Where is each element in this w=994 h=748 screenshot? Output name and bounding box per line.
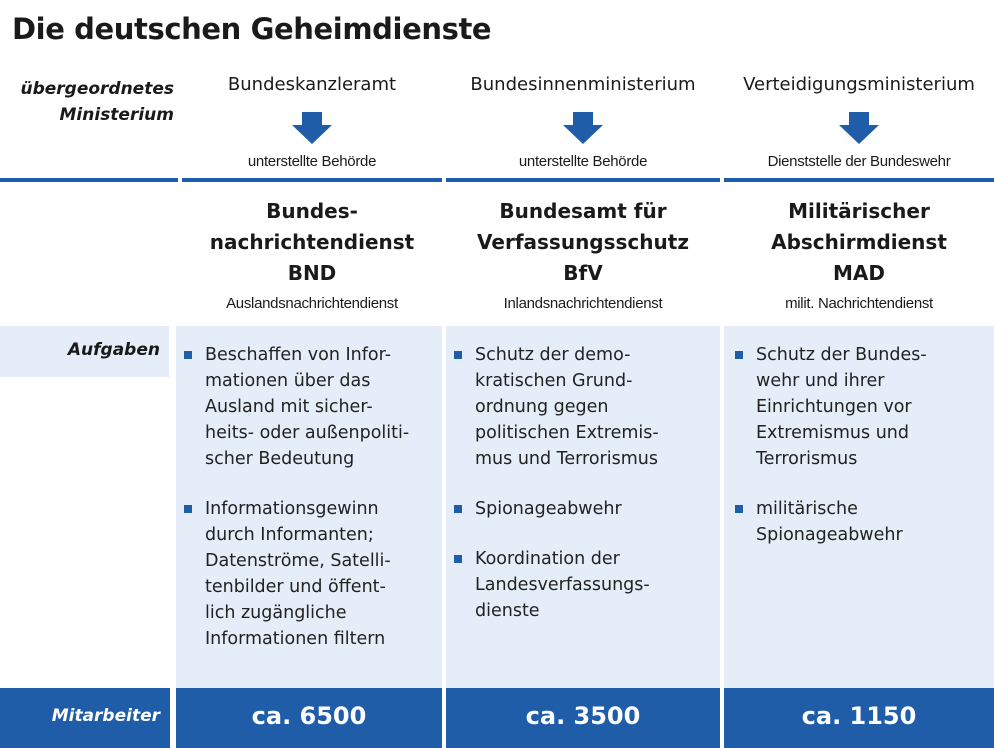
arrow-down-icon xyxy=(292,112,332,144)
bullet-square-icon xyxy=(454,505,462,513)
divider xyxy=(724,178,994,182)
ministry-verteidigungsministerium: Verteidigungsministerium xyxy=(743,74,975,95)
task-item xyxy=(733,496,991,548)
agency-type: Auslandsnachrichtendienst xyxy=(226,295,398,312)
task-text: Koordination der Landesverfassungs- dienste xyxy=(475,549,650,621)
ministry-bundesinnenministerium: Bundesinnenministerium xyxy=(470,74,696,95)
task-text: militärische Spionageabwehr xyxy=(756,499,903,545)
agency-line: Verfassungsschutz xyxy=(477,230,689,254)
agency-line: Abschirmdienst xyxy=(771,230,947,254)
task-item xyxy=(182,342,438,472)
agency-type: milit. Nachrichtendienst xyxy=(785,295,933,312)
task-item xyxy=(452,546,716,624)
agency-abbreviation: MAD xyxy=(833,261,885,285)
divider xyxy=(0,178,178,182)
divider xyxy=(446,178,720,182)
divider xyxy=(182,178,442,182)
agency-abbreviation: BfV xyxy=(563,261,603,285)
staff-row-label: Mitarbeiter xyxy=(51,706,160,726)
agency-line: Militärischer xyxy=(788,199,930,223)
task-list-bfv xyxy=(452,342,716,648)
bullet-square-icon xyxy=(184,351,192,359)
agency-type: Inlandsnachrichtendienst xyxy=(503,295,663,312)
tasks-row-label: Aufgaben xyxy=(67,340,160,360)
task-list-bnd xyxy=(182,342,438,676)
task-item xyxy=(452,496,716,522)
arrow-down-icon xyxy=(839,112,879,144)
bullet-square-icon xyxy=(454,351,462,359)
task-text: Spionageabwehr xyxy=(475,499,622,519)
relation-label: Dienststelle der Bundeswehr xyxy=(767,153,951,170)
arrow-down-icon xyxy=(563,112,603,144)
staff-count-bnd: ca. 6500 xyxy=(251,702,367,730)
agency-line: Bundesamt für xyxy=(499,199,667,223)
bullet-square-icon xyxy=(454,555,462,563)
agency-name-bnd xyxy=(182,196,442,289)
relation-label: unterstellte Behörde xyxy=(247,153,377,170)
ministry-bundeskanzleramt: Bundeskanzleramt xyxy=(227,74,397,95)
task-item xyxy=(452,342,716,472)
page-title: Die deutschen Geheimdienste xyxy=(12,12,492,46)
bullet-square-icon xyxy=(184,505,192,513)
bullet-square-icon xyxy=(735,351,743,359)
task-item xyxy=(182,496,438,652)
task-text: Beschaffen von Infor- mationen über das Ausland mit sicher- heits- oder außenpoliti- scher Bedeutung xyxy=(205,345,410,469)
ministry-row-label: übergeordnetes Ministerium xyxy=(20,79,174,125)
task-item xyxy=(733,342,991,472)
task-text: Schutz der demo- kratischen Grund- ordnung gegen politischen Extremis- mus und Terrorismus xyxy=(475,345,659,469)
bullet-square-icon xyxy=(735,505,743,513)
staff-count-mad: ca. 1150 xyxy=(801,702,917,730)
task-text: Informationsgewinn durch Informanten; Datenströme, Satelli- tenbilder und öffent- lich zugängliche Informationen filtern xyxy=(205,499,391,649)
agency-name-mad xyxy=(724,196,994,289)
agency-line: Bundes- xyxy=(266,199,358,223)
relation-label: unterstellte Behörde xyxy=(518,153,648,170)
agency-abbreviation: BND xyxy=(287,261,337,285)
agency-line: nachrichtendienst xyxy=(209,230,415,254)
task-list-mad xyxy=(733,342,991,572)
task-text: Schutz der Bundes- wehr und ihrer Einrichtungen vor Extremismus und Terrorismus xyxy=(756,345,927,469)
agency-name-bfv xyxy=(446,196,720,289)
staff-count-bfv: ca. 3500 xyxy=(525,702,641,730)
